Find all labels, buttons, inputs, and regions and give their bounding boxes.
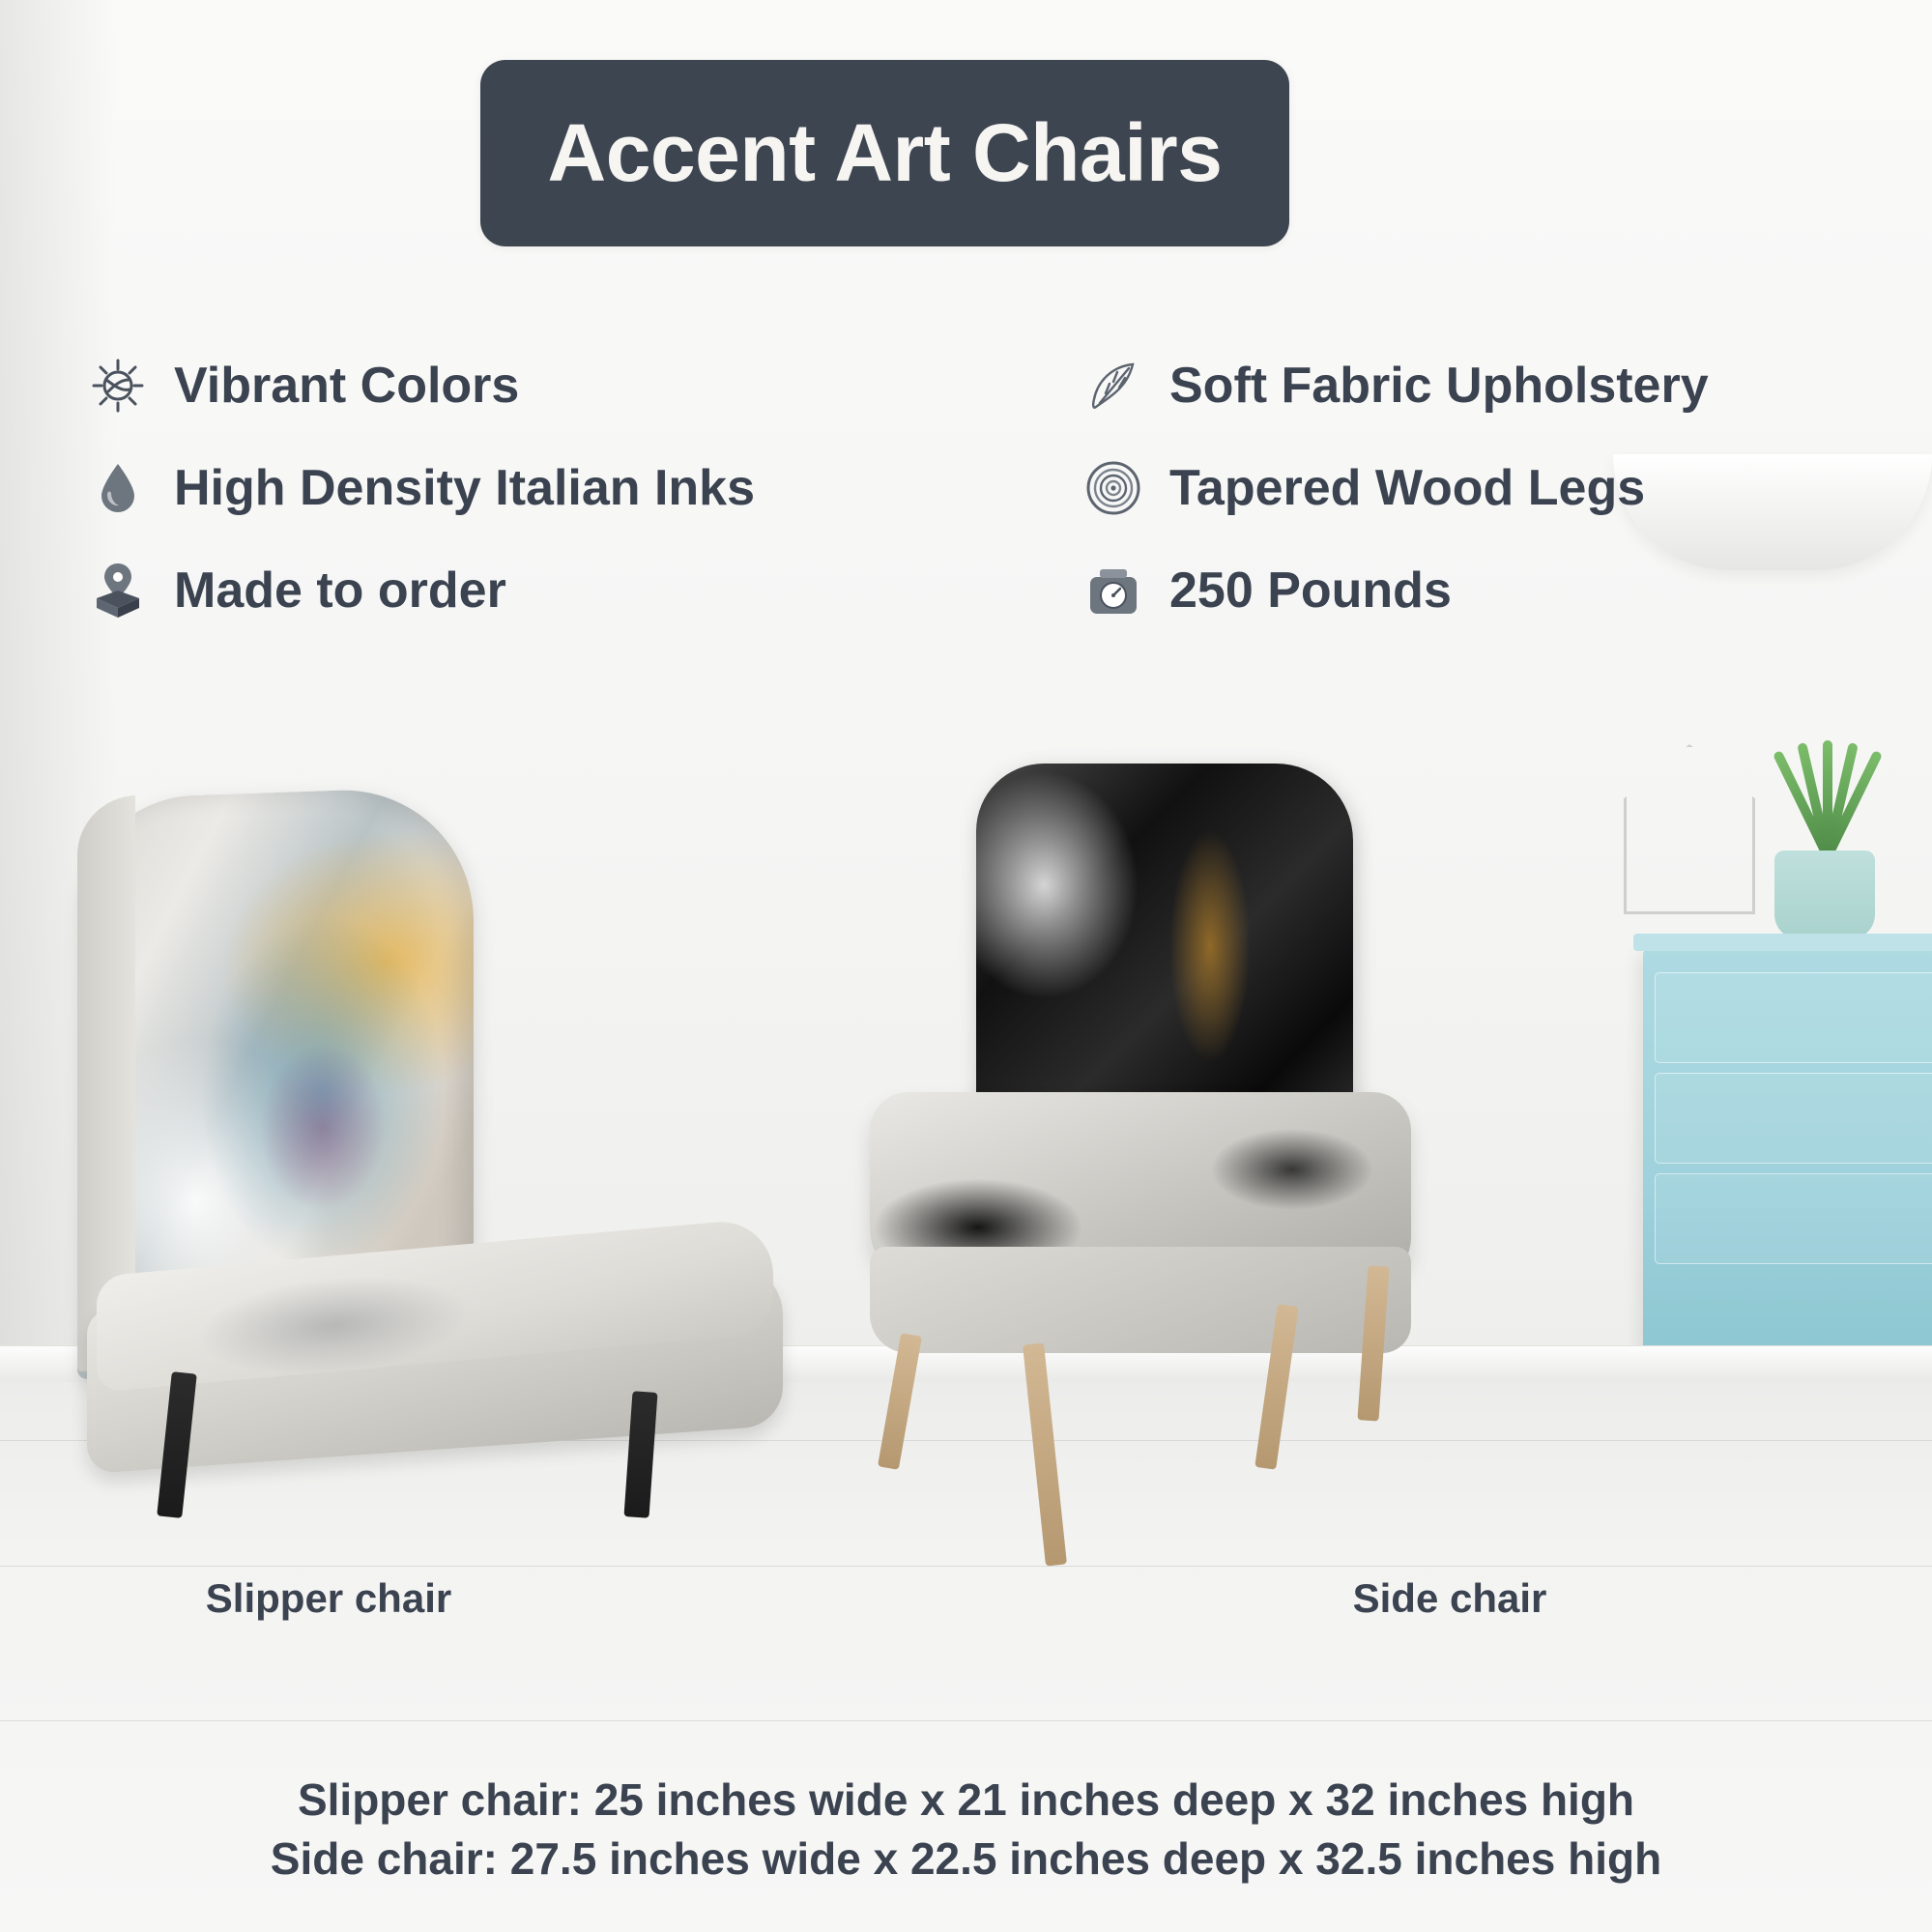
- dresser-drawer: [1655, 972, 1932, 1063]
- feature-label: High Density Italian Inks: [174, 460, 756, 516]
- feature-label: Vibrant Colors: [174, 358, 520, 414]
- dresser-drawer: [1655, 1173, 1932, 1264]
- feature-item: [1082, 348, 1817, 423]
- feature-label: Tapered Wood Legs: [1169, 460, 1646, 516]
- slipper-chair-caption: Slipper chair: [205, 1575, 452, 1621]
- made-to-order-box-icon: [87, 560, 149, 621]
- side-chair-leg: [1023, 1342, 1067, 1566]
- feature-item: [87, 553, 841, 628]
- slipper-chair-dimensions: Slipper chair: 25 inches wide x 21 inches deep x 32 inches high: [297, 1774, 1635, 1825]
- feature-item: [1082, 553, 1817, 628]
- feature-item: [1082, 450, 1817, 526]
- slipper-chair-image: [58, 793, 831, 1527]
- feather-icon: [1082, 355, 1144, 417]
- feature-label: 250 Pounds: [1169, 562, 1452, 619]
- dresser: [1643, 947, 1932, 1363]
- weight-scale-icon: [1082, 560, 1144, 621]
- feature-item: [87, 450, 841, 526]
- feature-label: Soft Fabric Upholstery: [1169, 358, 1709, 414]
- dimensions-block: [0, 1771, 1932, 1888]
- potted-plant: [1778, 721, 1875, 856]
- side-chair-caption: Side chair: [1352, 1575, 1547, 1621]
- feature-item: [87, 348, 841, 423]
- wood-ring-icon: [1082, 457, 1144, 519]
- yarn-ball-icon: [87, 355, 149, 417]
- page-title: [480, 60, 1289, 246]
- dresser-drawer: [1655, 1073, 1932, 1164]
- feature-label: Made to order: [174, 562, 506, 619]
- ink-drop-icon: [87, 457, 149, 519]
- page-title-text: Accent Art Chairs: [547, 107, 1223, 198]
- side-chair-skirt: [870, 1247, 1411, 1353]
- feature-list: [68, 348, 1875, 638]
- dresser-top: [1633, 934, 1932, 951]
- side-chair-dimensions: Side chair: 27.5 inches wide x 22.5 inches deep x 32.5 inches high: [270, 1832, 1662, 1884]
- plant-pot: [1774, 851, 1875, 939]
- side-chair-image: [976, 764, 1575, 1575]
- feature-column-left: [87, 348, 841, 638]
- feature-column-right: [1082, 348, 1817, 638]
